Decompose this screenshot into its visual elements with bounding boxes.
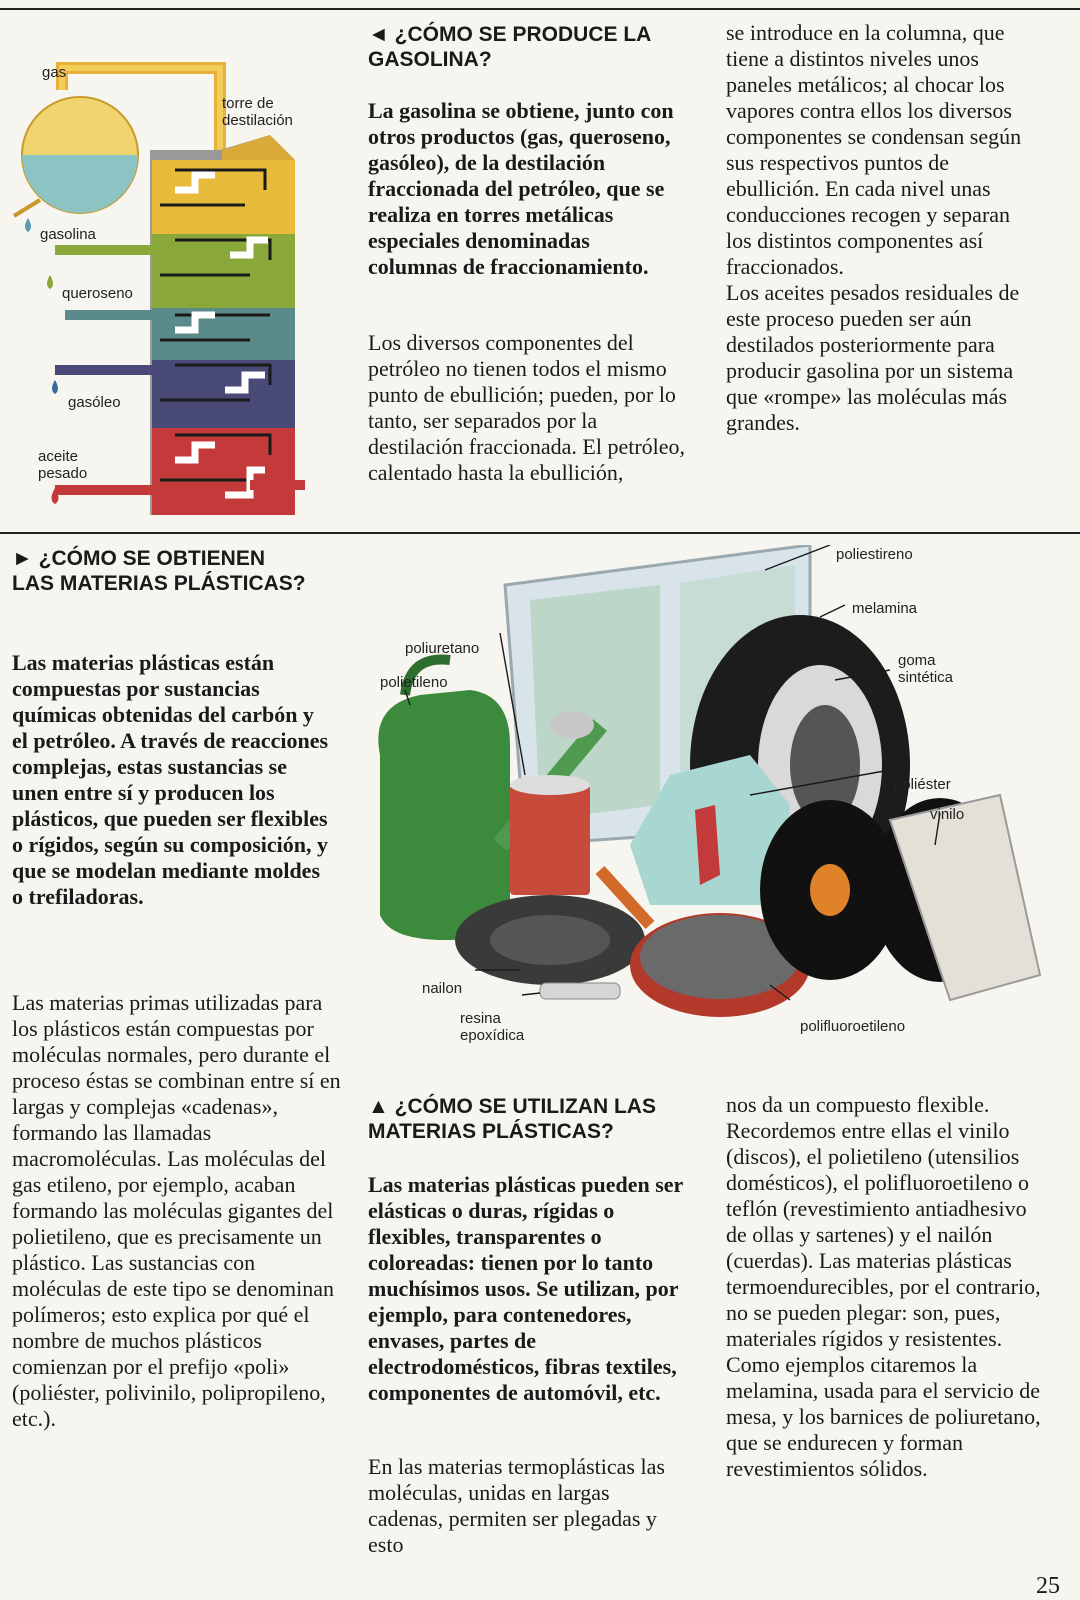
usage-lead: Las materias plásticas pueden ser elásticas o duras, rígidas o flexibles, transparentes o coloreadas: tienen por lo tanto muchísimos usos. Se utilizan, por ejemplo, para contenedores, envases, partes de electrodomésticos, fibras textiles, componentes de automóvil, etc. xyxy=(368,1172,683,1405)
section-rule xyxy=(0,532,1080,534)
gasoline-body-col3-p1: se introduce en la columna, que tiene a distintos niveles unos paneles metálicos; al chocar los vapores contra ellos los diversos componentes se condensan según sus respectivos puntos de ebullición. En cada nivel unas conducciones recogen y separan los distintos componentes así fraccionados. xyxy=(726,20,1022,279)
label-queroseno: queroseno xyxy=(62,285,133,302)
plastics-illustration xyxy=(350,545,1060,1045)
label-polifluoroetileno: polifluoroetileno xyxy=(800,1018,906,1035)
label-goma: goma sintética xyxy=(898,652,954,686)
label-resina: resina epoxídica xyxy=(460,1010,525,1044)
usage-body-col3: nos da un compuesto flexible. Recordemos entre ellas el vinilo (discos), el polietileno (utensilios domésticos), el polifluoroetileno o teflón (revestimiento antiadhesivo de ollas y sartenes) y el nailón (cuerdas). Las materias plásticas termoendurecibles, por el contrario, no se pueden plegar: son, pues, materiales rígidos y resistentes. Como ejemplos citaremos la melamina, usada para el servicio de mesa, y los barnices de poliuretano, que se endurecen y forman revestimientos sólidos. xyxy=(726,1092,1041,1481)
label-aceite: aceite pesado xyxy=(38,448,88,482)
heading-arrow-icon: ▲ xyxy=(368,1095,389,1118)
heading-arrow-icon: ◄ xyxy=(368,23,389,46)
label-tower: torre de destilación xyxy=(222,95,293,129)
gasoline-body-col3 xyxy=(726,20,1026,436)
label-poliuretano: poliuretano xyxy=(405,640,480,657)
label-gas: gas xyxy=(42,64,67,81)
gasoline-heading-text: ¿CÓMO SE PRODUCE LA GASOLINA? xyxy=(368,23,651,71)
plastics-body: Las materias primas utilizadas para los plásticos están compuestas por moléculas normales, pero durante el proceso éstas se combinan entre sí en largas y complejas «cadenas», formando las llamadas macromoléculas. Las moléculas del gas etileno, por ejemplo, acaban formando las moléculas gigantes del polietileno, que es precisamente un plástico. Las sustancias con moléculas de este tipo se denominan polímeros; esto explica por qué el nombre de muchos plásticos comienzan por el prefijo «poli» (poliéster, polivinilo, polipropileno, etc.). xyxy=(12,990,341,1431)
label-polietileno: polietileno xyxy=(380,674,448,691)
plastics-heading xyxy=(12,546,312,596)
gasoline-body-col3-p2: Los aceites pesados residuales de este proceso pueden ser aún destilados posteriormente para producir gasolina por un sistema que «rompe» las moléculas más grandes. xyxy=(726,280,1020,435)
gasoline-heading xyxy=(368,22,698,72)
plastics-lead: Las materias plásticas están compuestas por sustancias químicas obtenidas del carbón y el petróleo. A través de reacciones complejas, estas sustancias se unen entre sí y producen los plásticos, que pueden ser flexibles o rígidos, según su composición, y que se modelan mediante moldes o trefiladoras. xyxy=(12,650,329,909)
label-gasolina: gasolina xyxy=(40,226,96,243)
label-vinilo: vinilo xyxy=(930,806,965,823)
label-poliestireno: poliestireno xyxy=(836,546,913,563)
plastics-heading-text: ¿CÓMO SE OBTIENEN LAS MATERIAS PLÁSTICAS? xyxy=(12,547,306,595)
usage-heading-text: ¿CÓMO SE UTILIZAN LAS MATERIAS PLÁSTICAS? xyxy=(368,1095,656,1143)
gasoline-body-col2: Los diversos componentes del petróleo no tienen todos el mismo punto de ebullición; pueden, por lo tanto, ser separados por la destilación fraccionada. El petróleo, calentado hasta la ebullición, xyxy=(368,330,686,485)
label-melamina: melamina xyxy=(852,600,918,617)
page-number: 25 xyxy=(1036,1573,1060,1599)
usage-body-col2: En las materias termoplásticas las moléculas, unidas en largas cadenas, permiten ser plegadas y esto xyxy=(368,1454,665,1557)
label-poliester: poliéster xyxy=(894,776,951,793)
gasoline-lead: La gasolina se obtiene, junto con otros productos (gas, queroseno, gasóleo), de la destilación fraccionada del petróleo, que se realiza en torres metálicas especiales denominadas columnas de fraccionamiento. xyxy=(368,98,674,279)
top-rule xyxy=(0,8,1080,10)
label-gasoleo: gasóleo xyxy=(68,394,121,411)
usage-heading xyxy=(368,1094,698,1144)
label-nailon: nailon xyxy=(422,980,463,997)
heading-arrow-icon: ► xyxy=(12,547,33,570)
